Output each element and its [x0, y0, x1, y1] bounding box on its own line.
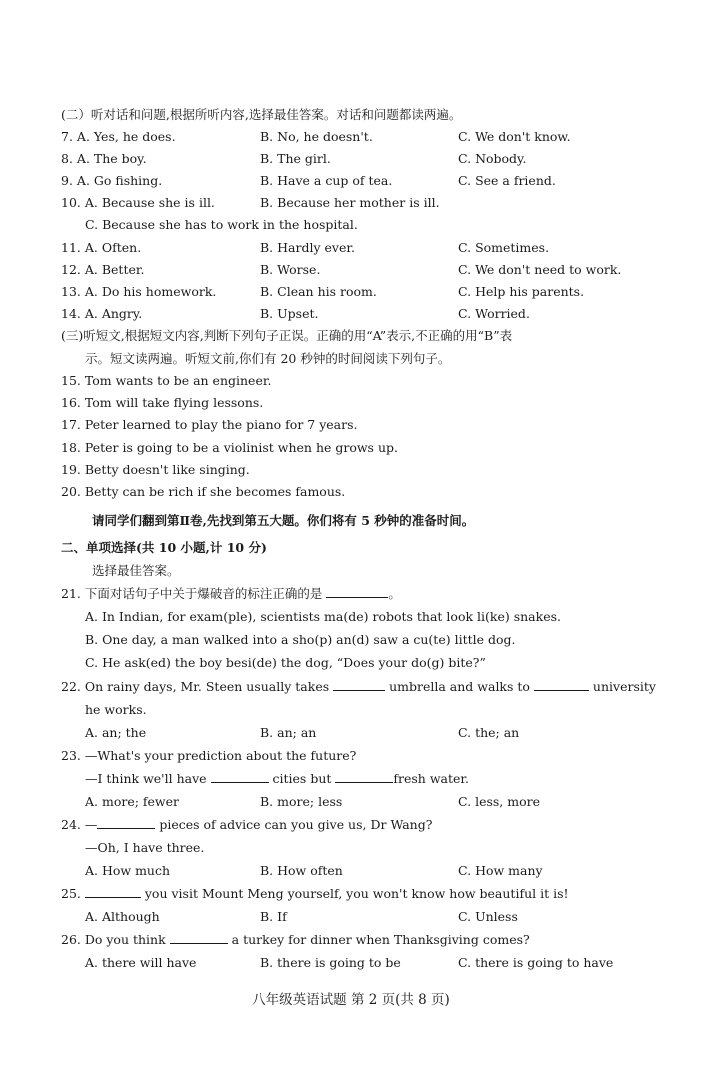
q9-option-c: C. See a friend.	[458, 173, 556, 188]
q10-option-b: B. Because her mother is ill.	[260, 195, 440, 210]
q22-stem-part3: university	[592, 679, 656, 694]
q25-option-c: C. Unless	[458, 909, 518, 924]
q9-number: 9.	[61, 173, 73, 188]
question-24-line2: —Oh, I have three.	[85, 840, 205, 855]
q10-number: 10.	[61, 195, 81, 210]
q26-option-b: B. there is going to be	[260, 955, 401, 970]
q9-option-b: B. Have a cup of tea.	[260, 173, 393, 188]
q22-blank-1[interactable]	[333, 679, 385, 691]
q23-part2: cities but	[272, 771, 332, 786]
q7-option-b: B. No, he doesn't.	[260, 129, 373, 144]
q22-blank-2[interactable]	[534, 679, 589, 691]
q25-part2: you visit Mount Meng yourself, you won't know how beautiful it is!	[144, 886, 569, 901]
q7-option-c: C. We don't know.	[458, 129, 571, 144]
q7-option-a: A. Yes, he does.	[76, 129, 176, 144]
q25-option-a: A. Although	[85, 909, 160, 924]
statement-19: 19. Betty doesn't like singing.	[61, 462, 250, 477]
section3-header-line1: (三)听短文,根据短文内容,判断下列句子正误。正确的用“A”表示,不正确的用“B”表	[61, 328, 513, 343]
q12-option-a: A. Better.	[84, 262, 145, 277]
q21-answer-blank[interactable]	[326, 586, 388, 598]
question-21-stem	[61, 586, 401, 602]
q24-part1: 24. —	[61, 817, 98, 832]
q26-blank[interactable]	[170, 932, 228, 944]
q8-option-a: A. The boy.	[76, 151, 147, 166]
q22-option-b: B. an; an	[260, 725, 317, 740]
q14-option-a: A. Angry.	[84, 306, 143, 321]
q25-part1: 25.	[61, 886, 81, 901]
q24-option-c: C. How many	[458, 863, 543, 878]
q26-part1: 26. Do you think	[61, 932, 166, 947]
q23-option-b: B. more; less	[260, 794, 343, 809]
q12-number: 12.	[61, 262, 81, 277]
q14-number: 14.	[61, 306, 81, 321]
q13-option-c: C. Help his parents.	[458, 284, 585, 299]
question-22-stem	[61, 679, 656, 695]
q23-option-c: C. less, more	[458, 794, 540, 809]
turn-page-notice: 请同学们翻到第Ⅱ卷,先找到第五大题。你们将有 5 秒钟的准备时间。	[92, 513, 475, 528]
q25-option-b: B. If	[260, 909, 287, 924]
q23-option-a: A. more; fewer	[85, 794, 180, 809]
q25-blank[interactable]	[85, 886, 141, 898]
q23-part3: fresh water.	[393, 771, 469, 786]
q21-option-c: C. He ask(ed) the boy besi(de) the dog, “Does your do(g) bite?”	[85, 655, 486, 670]
q7-number: 7.	[61, 129, 73, 144]
q11-number: 11.	[61, 240, 81, 255]
page-footer: 八年级英语试题 第 2 页(共 8 页)	[252, 992, 450, 1008]
q13-option-a: A. Do his homework.	[84, 284, 217, 299]
section3-header-line2: 示。短文读两遍。听短文前,你们有 20 秒钟的时间阅读下列句子。	[85, 351, 451, 366]
q22-option-c: C. the; an	[458, 725, 520, 740]
q26-part2: a turkey for dinner when Thanksgiving comes?	[231, 932, 530, 947]
q24-option-a: A. How much	[85, 863, 171, 878]
statement-16: 16. Tom will take flying lessons.	[61, 395, 264, 410]
q22-stem-part1: 22. On rainy days, Mr. Steen usually takes	[61, 679, 330, 694]
statement-17: 17. Peter learned to play the piano for 7 years.	[61, 417, 358, 432]
q21-stem-end: 。	[388, 586, 401, 601]
q9-option-a: A. Go fishing.	[76, 173, 163, 188]
q8-option-b: B. The girl.	[260, 151, 331, 166]
q12-option-c: C. We don't need to work.	[458, 262, 622, 277]
question-25-stem	[61, 886, 569, 902]
q11-option-a: A. Often.	[84, 240, 142, 255]
q14-option-b: B. Upset.	[260, 306, 319, 321]
q23-part1: —I think we'll have	[85, 771, 207, 786]
q21-stem-text: 21. 下面对话句子中关于爆破音的标注正确的是	[61, 586, 323, 601]
q24-part2: pieces of advice can you give us, Dr Wang?	[159, 817, 433, 832]
q24-blank[interactable]	[97, 817, 155, 829]
q21-option-a: A. In Indian, for exam(ple), scientists ma(de) robots that look li(ke) snakes.	[85, 609, 561, 624]
q8-option-c: C. Nobody.	[458, 151, 527, 166]
statement-18: 18. Peter is going to be a violinist when he grows up.	[61, 440, 398, 455]
q22-stem-part2: umbrella and walks to	[389, 679, 530, 694]
q13-number: 13.	[61, 284, 81, 299]
q8-number: 8.	[61, 151, 73, 166]
q21-option-b: B. One day, a man walked into a sho(p) an(d) saw a cu(te) little dog.	[85, 632, 516, 647]
q14-option-c: C. Worried.	[458, 306, 530, 321]
statement-20: 20. Betty can be rich if she becomes famous.	[61, 484, 346, 499]
q10-option-a: A. Because she is ill.	[84, 195, 215, 210]
q11-option-b: B. Hardly ever.	[260, 240, 355, 255]
q22-option-a: A. an; the	[85, 725, 147, 740]
part2-instruction: 选择最佳答案。	[92, 563, 180, 578]
q23-blank-2[interactable]	[335, 771, 393, 783]
question-24-line1	[61, 817, 432, 833]
statement-15: 15. Tom wants to be an engineer.	[61, 373, 272, 388]
q26-option-a: A. there will have	[85, 955, 197, 970]
q11-option-c: C. Sometimes.	[458, 240, 550, 255]
q13-option-b: B. Clean his room.	[260, 284, 377, 299]
part2-title: 二、单项选择(共 10 小题,计 10 分)	[61, 540, 267, 555]
question-23-line2	[85, 771, 469, 787]
section2-header: (二）听对话和问题,根据所听内容,选择最佳答案。对话和问题都读两遍。	[61, 107, 462, 122]
question-23-line1: 23. —What's your prediction about the future?	[61, 748, 357, 763]
q12-option-b: B. Worse.	[260, 262, 321, 277]
q26-option-c: C. there is going to have	[458, 955, 614, 970]
q22-stem-line2: he works.	[85, 702, 147, 717]
question-26-stem	[61, 932, 530, 948]
q10-option-c: C. Because she has to work in the hospital.	[85, 217, 358, 232]
q23-blank-1[interactable]	[211, 771, 269, 783]
q24-option-b: B. How often	[260, 863, 343, 878]
